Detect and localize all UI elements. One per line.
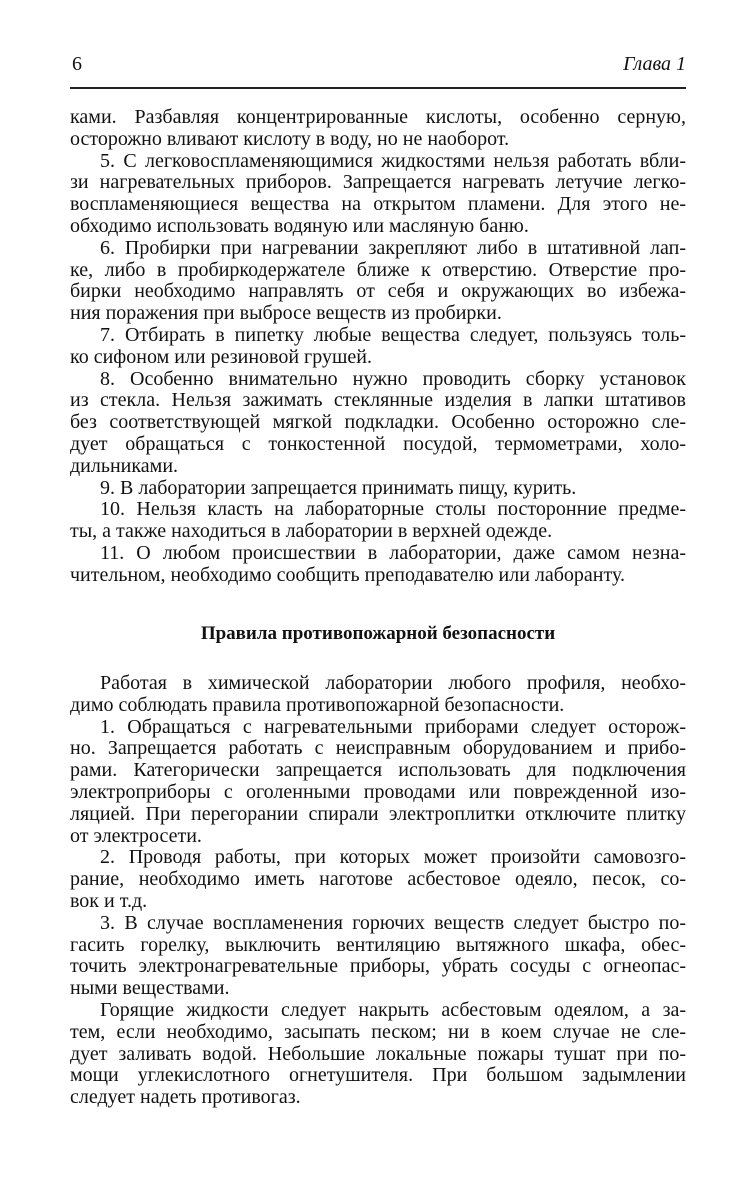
paragraph bbox=[70, 478, 686, 500]
text-line: из стекла. Нельзя зажимать стеклянные изделия в лапки штативов bbox=[70, 389, 686, 412]
text-line: ляцией. При перегорании спирали электроплитки отключите плитку bbox=[70, 802, 686, 825]
page-number: 6 bbox=[72, 53, 82, 75]
text-line: Горящие жидкости следует накрыть асбестовым одеялом, а за- bbox=[100, 998, 686, 1021]
text-line: точить электронагревательные приборы, убрать сосуды с огнеопас- bbox=[70, 955, 686, 978]
text-line: рами. Категорически запрещается использовать для подключения bbox=[70, 759, 686, 782]
text-line: электроприборы с оголенными проводами или поврежденной изо- bbox=[70, 780, 686, 803]
text-line: 3. В случае воспламенения горючих веществ следует быстро по- bbox=[100, 911, 686, 934]
text-line: осторожно вливают кислоту в воду, но не наоборот. bbox=[70, 127, 510, 150]
text-line: ты, а также находиться в лаборатории в верхней одежде. bbox=[70, 520, 553, 543]
paragraph bbox=[70, 543, 686, 587]
text-line: дует обращаться с тонкостенной посудой, термометрами, холо- bbox=[70, 432, 686, 455]
text-line: 11. О любом происшествии в лаборатории, даже самом незна- bbox=[100, 541, 686, 564]
text-line: бирки необходимо направлять от себя и окружающих во избежа- bbox=[70, 280, 686, 303]
paragraph bbox=[70, 913, 686, 1000]
text-line: 7. Отбирать в пипетку любые вещества следует, пользуясь толь- bbox=[100, 323, 686, 346]
text-line: следует надеть противогаз. bbox=[70, 1086, 301, 1109]
chapter-title: Глава 1 bbox=[623, 53, 686, 75]
text-line: ными веществами. bbox=[70, 977, 230, 1000]
text-line: 5. С легковоспламеняющимися жидкостями нельзя работать вбли- bbox=[100, 149, 686, 172]
text-line: тем, если необходимо, засыпать песком; ни в коем случае не сле- bbox=[70, 1020, 686, 1043]
text-line: 10. Нельзя класть на лабораторные столы посторонние предме- bbox=[100, 498, 686, 521]
paragraph bbox=[70, 673, 686, 717]
text-line: 8. Особенно внимательно нужно проводить сборку установок bbox=[100, 367, 686, 390]
section-heading: Правила противопожарной безопасности bbox=[200, 623, 556, 644]
text-line: от электросети. bbox=[70, 824, 202, 847]
text-line: 6. Пробирки при нагревании закрепляют либо в штативной лап- bbox=[100, 236, 686, 259]
text-line: дильниками. bbox=[70, 454, 179, 477]
text-line: 9. В лаборатории запрещается принимать пищу, курить. bbox=[100, 476, 577, 499]
text-line: ке, либо в пробиркодержателе ближе к отверстию. Отверстие про- bbox=[70, 258, 686, 281]
text-line: гасить горелку, выключить вентиляцию вытяжного шкафа, обес- bbox=[70, 933, 686, 956]
text-line: Работая в химической лаборатории любого профиля, необхо- bbox=[100, 672, 686, 694]
header-rule bbox=[70, 87, 686, 89]
text-line: зи нагревательных приборов. Запрещается нагревать летучие легко- bbox=[70, 171, 686, 194]
paragraph bbox=[70, 1000, 686, 1109]
paragraph bbox=[70, 369, 686, 478]
paragraph bbox=[70, 717, 686, 848]
text-line: без соответствующей мягкой подкладки. Особенно осторожно сле- bbox=[70, 411, 686, 434]
text-line: ния поражения при выбросе веществ из пробирки. bbox=[70, 302, 502, 325]
text-line: 1. Обращаться с нагревательными приборами следует осторож- bbox=[100, 715, 686, 738]
text-line: дует заливать водой. Небольшие локальные пожары тушат при по- bbox=[70, 1042, 686, 1065]
text-line: обходимо использовать водяную или масляную баню. bbox=[70, 214, 529, 237]
text-line: но. Запрещается работать с неисправным оборудованием и прибо- bbox=[70, 737, 686, 760]
text-line: вок и т.д. bbox=[70, 889, 148, 912]
paragraph bbox=[70, 847, 686, 912]
text-line: воспламеняющиеся вещества на открытом пламени. Для этого не- bbox=[70, 193, 686, 216]
text-line: рание, необходимо иметь наготове асбестовое одеяло, песок, со- bbox=[70, 868, 686, 891]
text-line: мощи углекислотного огнетушителя. При большом задымлении bbox=[70, 1064, 686, 1087]
paragraph bbox=[70, 499, 686, 543]
section-fire-safety-rules bbox=[70, 673, 686, 1109]
text-line: 2. Проводя работы, при которых может произойти самовозго- bbox=[100, 846, 686, 869]
paragraph bbox=[70, 151, 686, 238]
text-line: ко сифоном или резиновой грушей. bbox=[70, 345, 372, 368]
text-line: димо соблюдать правила противопожарной безопасности. bbox=[70, 693, 565, 716]
paragraph bbox=[70, 325, 686, 369]
paragraph bbox=[70, 238, 686, 325]
text-line: чительном, необходимо сообщить преподавателю или лаборанту. bbox=[70, 563, 625, 586]
text-line: ками. Разбавляя концентрированные кислоты, особенно серную, bbox=[70, 106, 686, 128]
section-lab-safety-rules bbox=[70, 107, 686, 587]
paragraph bbox=[70, 107, 686, 151]
